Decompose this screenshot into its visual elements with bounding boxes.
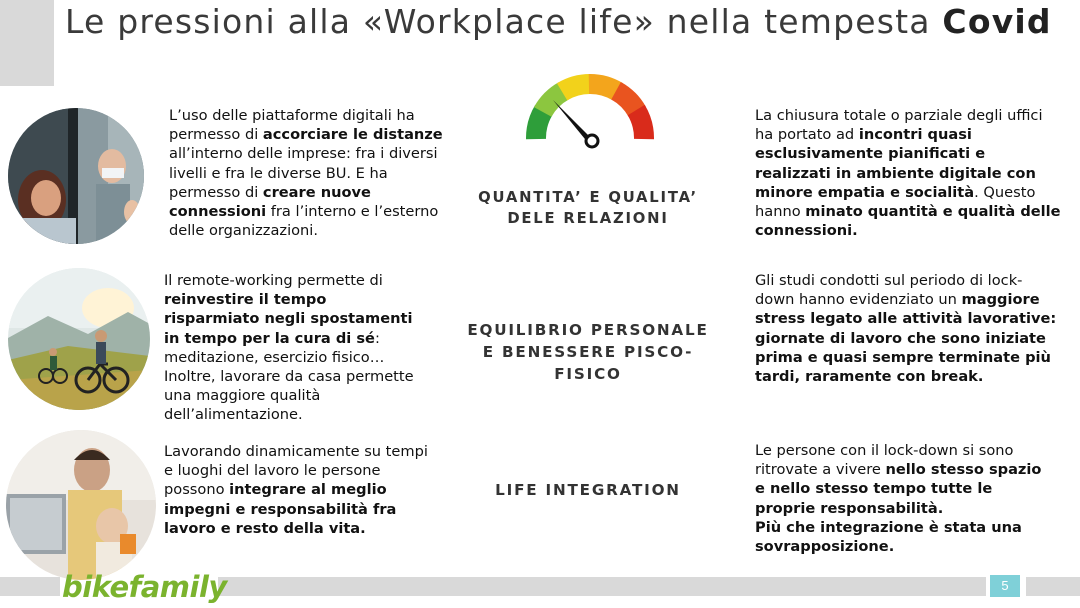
footer-bar-left bbox=[0, 577, 60, 596]
row2-center-label bbox=[450, 319, 726, 385]
bikefamily-logo: bikefamily bbox=[62, 570, 227, 604]
row2-left-text: Il remote-working permette di reinvestire il tempo risparmiato negli spostamenti in tempo per la cura di sé: meditazione, esercizio fisico… Inoltre, lavorare da casa permette una maggiore qualità dell’alimentazione. bbox=[164, 272, 414, 424]
row3-center-line1: LIFE INTEGRATION bbox=[495, 481, 681, 499]
footer-bar bbox=[218, 577, 986, 596]
row1-left-text: L’uso delle piattaforme digitali ha permesso di accorciare le distanze all’interno delle imprese: fra i diversi livelli e fra le diverse BU. E ha permesso di creare nuove connessioni fra l’interno e l’esterno delle organizzazioni. bbox=[169, 107, 443, 240]
row1-center-line2: DELE RELAZIONI bbox=[507, 210, 669, 227]
photo-father-child-laptop bbox=[6, 430, 156, 580]
photo-window-conversation bbox=[8, 108, 144, 244]
row2-right-text: Gli studi condotti sul periodo di lock-down hanno evidenziato un maggiore stress legato alle attività lavorative: giornate di lavoro che sono iniziate prima e quasi sempre terminate più tardi, raramente con break. bbox=[755, 272, 1057, 386]
row1-right-text: La chiusura totale o parziale degli uffici ha portato ad incontri quasi esclusivamente pianificati e realizzati in ambiente digitale con minore empatia e socialità. Questo hanno minato quantità e qualità delle connessioni. bbox=[755, 107, 1061, 240]
footer-bar-right bbox=[1026, 577, 1080, 596]
row2-center-line2: E BENESSERE PISCO-FISICO bbox=[482, 343, 694, 383]
corner-decoration bbox=[0, 0, 54, 86]
row1-center-line1: QUANTITA’ E QUALITA’ bbox=[478, 189, 698, 206]
row3-left-text: Lavorando dinamicamente su tempi e luoghi del lavoro le persone possono integrare al meglio impegni e responsabilità fra lavoro e resto della vita. bbox=[164, 443, 428, 537]
row3-center-label bbox=[470, 480, 706, 501]
page-number: 5 bbox=[990, 575, 1020, 597]
gauge-hub bbox=[586, 135, 598, 147]
row3-right-text: Le persone con il lock-down si sono ritrovate a vivere nello stesso spazio e nello stesso tempo tutte le proprie responsabilità. Più che integrazione è stata una sovrapposizione. bbox=[755, 442, 1042, 556]
row2-center-line1: EQUILIBRIO PERSONALE bbox=[467, 321, 709, 339]
row1-center-label bbox=[455, 187, 721, 229]
gauge-icon bbox=[523, 70, 657, 150]
photo-cyclists bbox=[8, 268, 150, 410]
page-title: Le pressioni alla «Workplace life» nella tempesta Covid bbox=[65, 2, 1052, 41]
